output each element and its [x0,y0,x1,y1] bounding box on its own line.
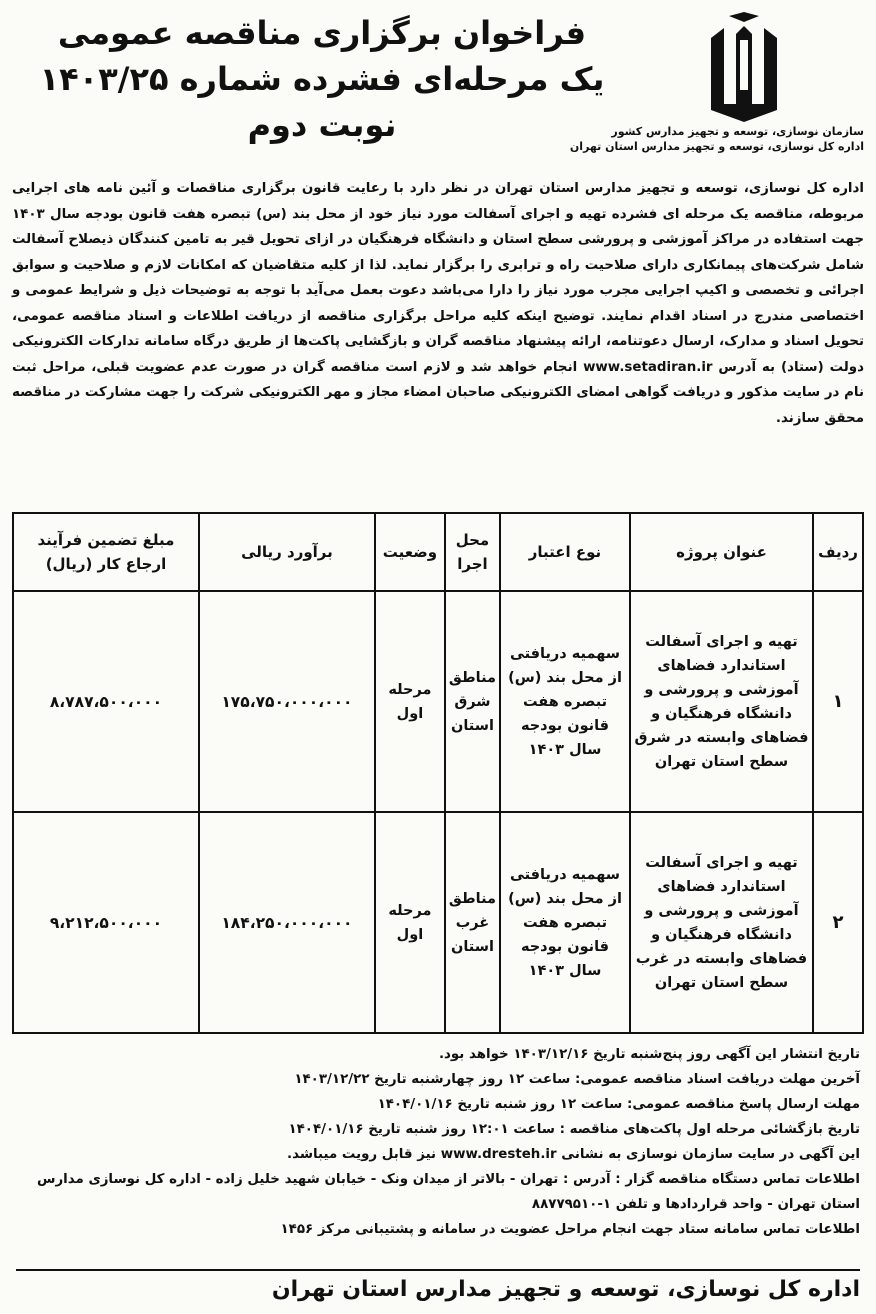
col-status: وضعیت [375,513,445,591]
col-estimate: برآورد ریالی [199,513,375,591]
tender-status: مرحله اول [375,812,445,1033]
website-notice: این آگهی در سایت سازمان نوسازی به نشانی www.dresteh.ir نیز قابل رویت میباشد. [287,1147,860,1162]
rial-estimate: ۱۷۵،۷۵۰،۰۰۰،۰۰۰ [199,591,375,812]
table-header-row [13,513,863,591]
intro-paragraph: اداره کل نوسازی، توسعه و تجهیز مدارس استان تهران در نظر دارد با رعایت قانون برگزاری مناقصات و آئین نامه های اجرایی مربوطه، مناقصه یک مرحله ای فشرده تهیه و اجرای آسفالت مورد نیاز خود از محل بند (س) تبصره هفت قانون بودجه سال ۱۴۰۳ جهت استفاده در مراکز آموزشی و پرورشی سطح استان و دانشگاه فرهنگیان در ازای تحویل قیر به تامین کنندگان ذیصلاح آسفالت شامل شرکت‌های پیمانکاری دارای صلاحیت راه و ترابری را برگزار نماید. لذا از کلیه متقاضیان که امکانات لازم و صلاحیت و سوابق اجرائی و تخصصی و اکیپ اجرایی مجرب مورد نیاز را دارا می‌باشد دعوت بعمل می‌آید با توجه به توضیحات ذیل و شرایط عمومی و اختصاصی مندرج در اسناد اقدام نمایند. توضیح اینکه کلیه مراحل برگزاری مناقصه از دریافت اطلاعات و اسناد مناقصه عمومی، تحویل اسناد و مدارک، ارسال دعوتنامه، ارائه پیشنهاد مناقصه گران و بازگشایی پاکت‌ها از طریق درگاه سامانه تدارکات الکترونیکی دولت (ستاد) به آدرس www.setadiran.ir انجام خواهد شد و لازم است مناقصه گران در صورت عدم عضویت قبلی، مراحل ثبت نام در سایت مذکور و دریافت گواهی امضای الکترونیکی صاحبان امضاء مجاز و مهر الکترونیکی شرکت را جهت مشارکت در مناقصه محقق سازند. [12,181,864,426]
setad-support: اطلاعات تماس سامانه ستاد جهت انجام مراحل عضویت در سامانه و پشتیبانی مرکز ۱۴۵۶ [280,1222,860,1237]
opening-date: تاریخ بازگشائی مرحله اول پاکت‌های مناقصه : ساعت ۱۲:۰۱ روز شنبه تاریخ ۱۴۰۴/۰۱/۱۶ [288,1122,860,1137]
credit-type: سهمیه دریافتی از محل بند (س) تبصره هفت قانون بودجه سال ۱۴۰۳ [500,591,630,812]
row-number: ۱ [813,591,863,812]
row-number: ۲ [813,812,863,1033]
tender-notice [8,6,868,1308]
col-project: عنوان پروژه [630,513,813,591]
department-name: اداره کل نوسازی، توسعه و تجهیز مدارس استان تهران [569,140,864,153]
project-title: تهیه و اجرای آسفالت استاندارد فضاهای آموزشی و پرورشی و دانشگاه فرهنگیان و فضاهای وابسته در غرب سطح استان تهران [630,812,813,1033]
notice-round: نوبت دوم [247,106,397,144]
tender-status: مرحله اول [375,591,445,812]
col-credit: نوع اعتبار [500,513,630,591]
project-title: تهیه و اجرای آسفالت استاندارد فضاهای آموزشی و پرورشی و دانشگاه فرهنگیان و فضاهای وابسته در شرق سطح استان تهران [630,591,813,812]
notice-subtitle: یک مرحله‌ای فشرده شماره ۱۴۰۳/۲۵ [39,60,605,98]
rial-estimate: ۱۸۴،۲۵۰،۰۰۰،۰۰۰ [199,812,375,1033]
title-block [12,10,632,148]
document-deadline: آخرین مهلت دریافت اسناد مناقصه عمومی: ساعت ۱۲ روز چهارشنبه تاریخ ۱۴۰۳/۱۲/۲۲ [294,1072,860,1087]
col-guarantee: مبلغ تضمین فرآیند ارجاع کار (ریال) [13,513,199,591]
contact-info: اطلاعات تماس دستگاه مناقصه گزار : آدرس : تهران - بالاتر از میدان ونک - خیابان شهید خلیل زاده - اداره کل نوسازی مدارس استان تهران - واحد قراردادها و تلفن ۱-۸۸۷۷۹۵۱۰ [36,1172,860,1212]
publish-date: تاریخ انتشار این آگهی روز پنج‌شنبه تاریخ ۱۴۰۳/۱۲/۱۶ خواهد بود. [438,1047,860,1062]
organization-logo-icon [703,12,785,124]
execution-location: مناطق غرب استان [445,812,500,1033]
guarantee-amount: ۹،۲۱۲،۵۰۰،۰۰۰ [13,812,199,1033]
table-row [13,812,863,1033]
signoff: اداره کل نوسازی، توسعه و تجهیز مدارس استان تهران [16,1269,860,1302]
table-row [13,591,863,812]
organization-logo-block [569,12,864,154]
col-location: محل اجرا [445,513,500,591]
execution-location: مناطق شرق استان [445,591,500,812]
guarantee-amount: ۸،۷۸۷،۵۰۰،۰۰۰ [13,591,199,812]
notice-title: فراخوان برگزاری مناقصه عمومی [57,14,587,52]
submission-deadline: مهلت ارسال پاسخ مناقصه عمومی: ساعت ۱۲ روز شنبه تاریخ ۱۴۰۴/۰۱/۱۶ [377,1097,860,1112]
col-row: ردیف [813,513,863,591]
schedule-details [8,1034,868,1252]
organization-name: سازمان نوسازی، توسعه و تجهیز مدارس کشور [611,125,864,138]
projects-table [12,512,864,1034]
notice-header [8,6,868,176]
credit-type: سهمیه دریافتی از محل بند (س) تبصره هفت قانون بودجه سال ۱۴۰۳ [500,812,630,1033]
